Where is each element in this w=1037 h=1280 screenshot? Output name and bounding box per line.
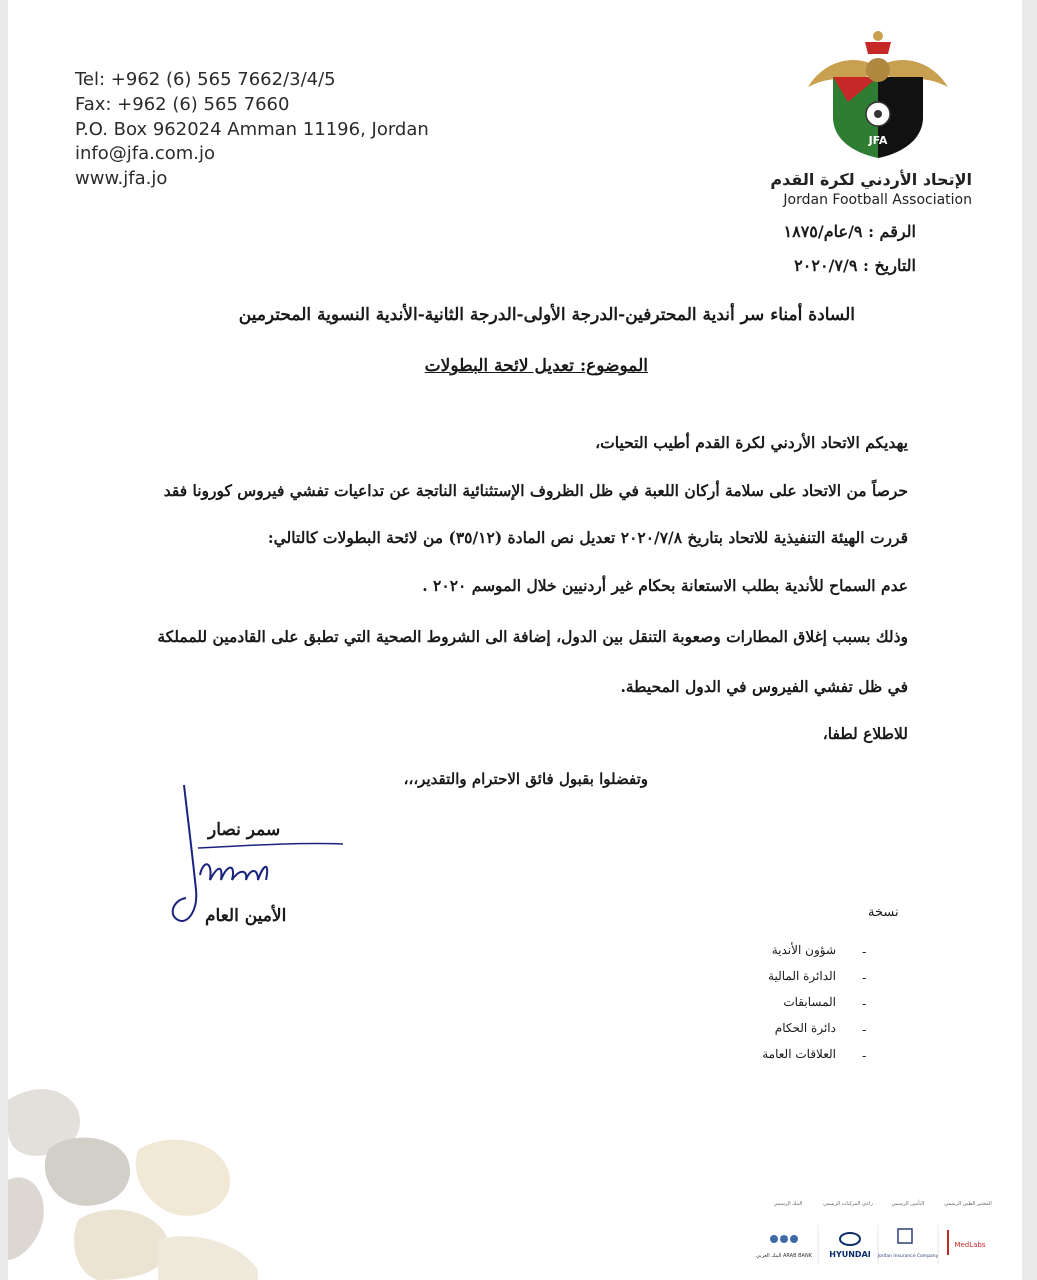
subject-line: الموضوع: تعديل لائحة البطولات: [424, 356, 648, 376]
arab-bank-logo: [756, 1235, 813, 1259]
letter-date: التاريخ : ٢٠٢٠/٧/٩: [794, 256, 916, 275]
sponsor-caption: المختبر الطبي الرسمي: [944, 1201, 992, 1207]
copy-item: شؤون الأندية: [771, 943, 836, 957]
hyundai-logo: [829, 1233, 871, 1259]
copy-item: الدائرة المالية: [768, 969, 836, 983]
bullet-dash: -: [862, 997, 867, 1011]
sponsor-logo-text: Jordan Insurance Company: [877, 1254, 939, 1259]
addressee: السادة أمناء سر أندية المحترفين-الدرجة الأولى-الدرجة الثانية-الأندية النسوية المحترمين: [238, 305, 855, 325]
medlabs-logo: [948, 1230, 986, 1255]
contact-pobox: P.O. Box 962024 Amman 11196, Jordan: [75, 118, 429, 140]
letter-page: [8, 0, 1022, 1280]
copy-item: دائرة الحكام: [774, 1021, 836, 1035]
sponsor-logo-text: البنك العربي ARAB BANK: [756, 1253, 812, 1259]
org-name-arabic: الإتحاد الأردني لكرة القدم: [770, 170, 972, 189]
body-line-6: في ظل تفشي الفيروس في الدول المحيطة.: [620, 677, 908, 696]
contact-tel: Tel: +962 (6) 565 7662/3/4/5: [75, 69, 336, 90]
jfa-logo: [803, 22, 953, 162]
org-name: [770, 170, 972, 208]
copy-item: المسابقات: [783, 995, 836, 1009]
copy-item: العلاقات العامة: [762, 1047, 836, 1061]
signatory-name: سمر نصار: [208, 820, 281, 840]
copies-label: نسخة: [868, 905, 899, 920]
sponsor-caption: راعي المركبات الرسمي: [823, 1201, 873, 1207]
sponsor-logo-text: HYUNDAI: [829, 1250, 871, 1259]
logo-text: JFA: [868, 134, 888, 147]
org-name-english: Jordan Football Association: [783, 192, 972, 208]
jordan-insurance-logo: [877, 1229, 939, 1259]
bullet-dash: -: [862, 1023, 867, 1037]
reference-number: الرقم : ٩/عام/١٨٧٥: [783, 222, 916, 241]
decorative-map-pattern: [8, 1060, 268, 1280]
closing-line: وتفضلوا بقبول فائق الاحترام والتقدير،،،: [403, 770, 648, 788]
body-line-1: يهديكم الاتحاد الأردني لكرة القدم أطيب التحيات،: [595, 433, 908, 452]
contact-email: info@jfa.com.jo: [75, 143, 216, 165]
bullet-dash: -: [862, 945, 867, 959]
contact-fax: Fax: +962 (6) 565 7660: [75, 93, 290, 115]
sponsor-caption: البنك الرسمي: [773, 1201, 803, 1207]
bullet-dash: -: [862, 971, 867, 985]
contact-website: www.jfa.jo: [75, 168, 168, 190]
body-line-7: للاطلاع لطفا،: [822, 724, 908, 743]
sponsor-logo-text: MedLabs: [954, 1241, 986, 1249]
sponsor-caption: التأمين الرسمي: [891, 1201, 925, 1207]
body-line-2: حرصاً من الاتحاد على سلامة أركان اللعبة في ظل الظروف الإستثنائية الناتجة عن تداعيات تفشي فيروس كورونا فقد: [163, 481, 908, 500]
body-line-4: عدم السماح للأندية بطلب الاستعانة بحكام غير أردنيين خلال الموسم ٢٠٢٠ .: [422, 576, 908, 595]
sponsors-strip: [738, 1195, 998, 1275]
body-line-5: وذلك بسبب إغلاق المطارات وصعوبة التنقل بين الدول، إضافة الى الشروط الصحية التي تطبق على القادمين للمملكة: [157, 627, 908, 646]
body-line-3: قررت الهيئة التنفيذية للاتحاد بتاريخ ٢٠٢٠/٧/٨ تعديل نص المادة (٣٥/١٢) من لائحة البطولات كالتالي:: [267, 528, 908, 547]
bullet-dash: -: [862, 1049, 867, 1063]
contact-block: [75, 68, 429, 192]
signatory-title: الأمين العام: [205, 906, 287, 926]
